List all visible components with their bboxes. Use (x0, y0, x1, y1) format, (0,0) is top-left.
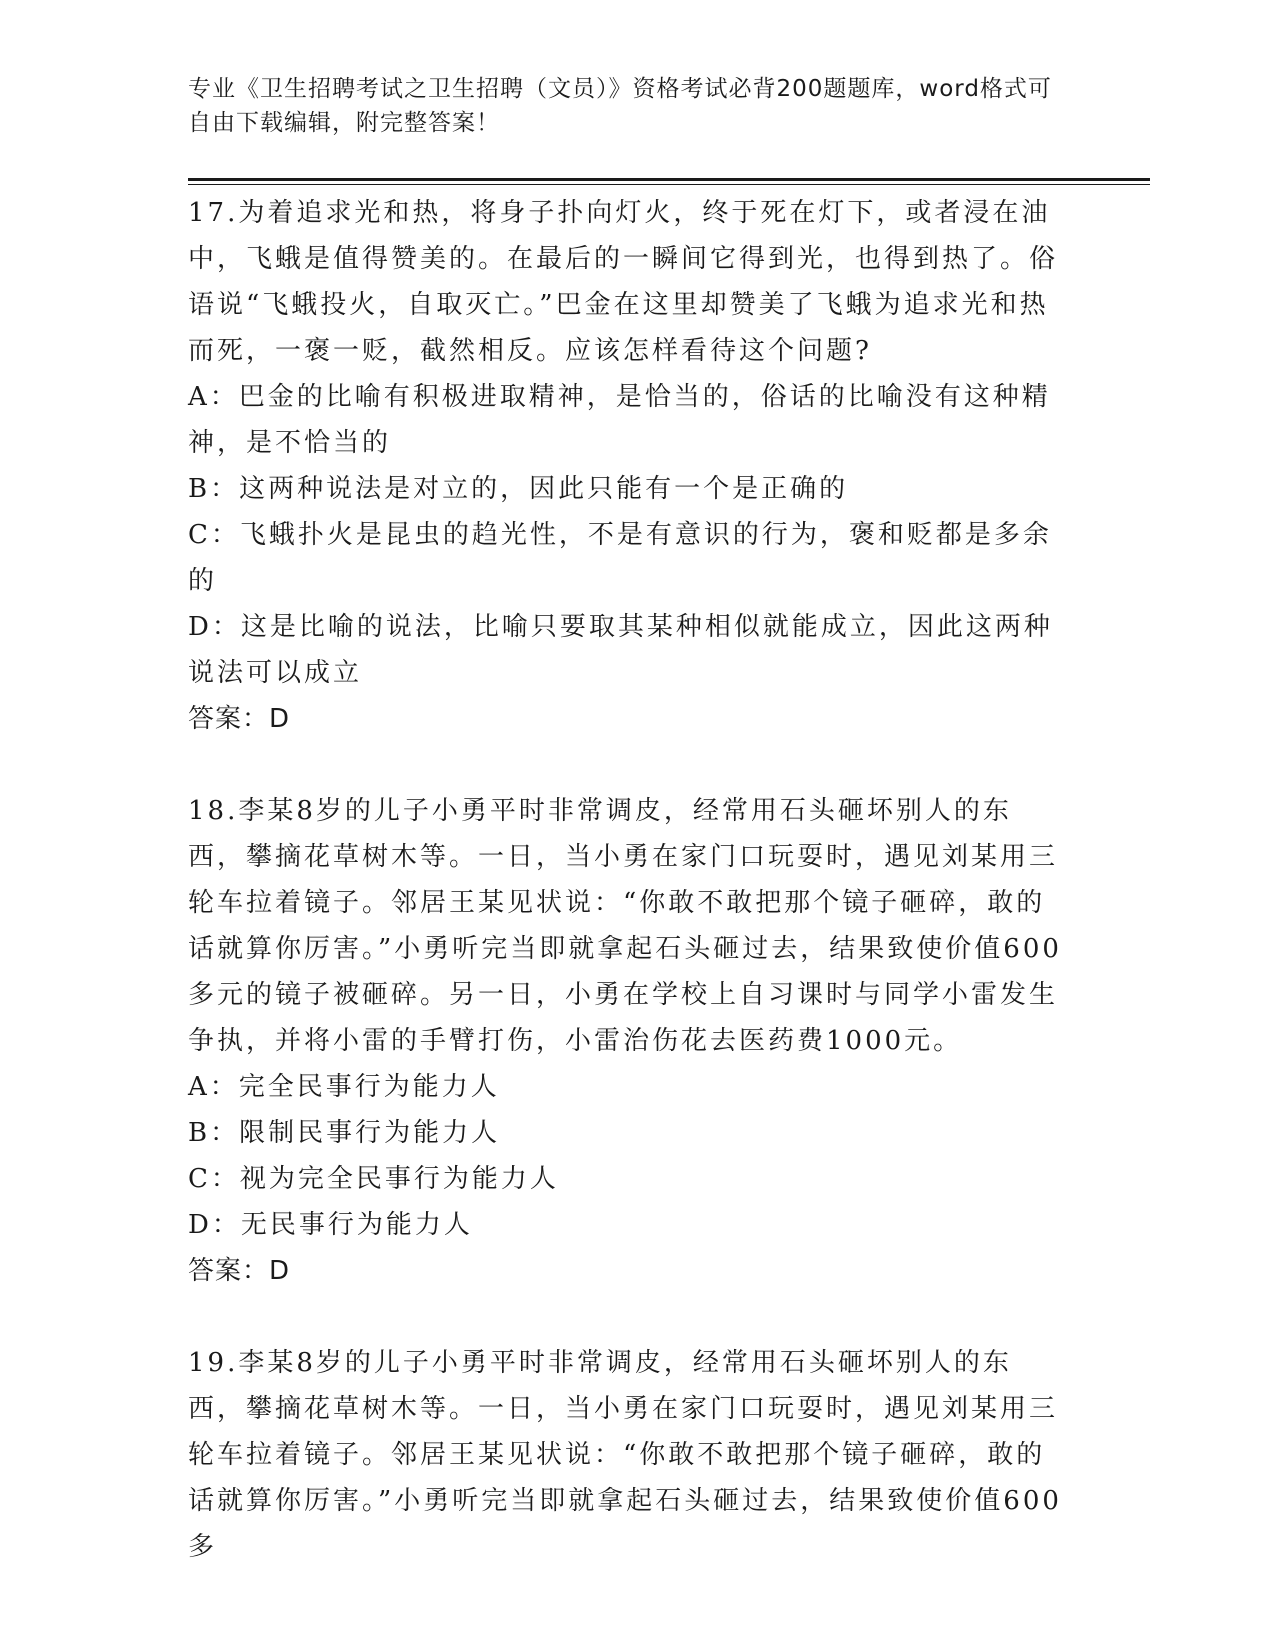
question-stem: 19.李某8岁的儿子小勇平时非常调皮，经常用石头砸坏别人的东西，攀摘花草树木等。一日，当小勇在家门口玩耍时，遇见刘某用三轮车拉着镜子。邻居王某见状说：“你敢不敢把那个镜子砸碎，敢的话就算你厉害。”小勇听完当即就拿起石头砸过去，结果致使价值600多 (188, 1348, 1062, 1562)
header-rule-thin (188, 184, 1150, 185)
option-c: C：飞蛾扑火是昆虫的趋光性，不是有意识的行为，褒和贬都是多余的 (188, 520, 1052, 596)
question-stem: 17.为着追求光和热，将身子扑向灯火，终于死在灯下，或者浸在油中，飞蛾是值得赞美的。在最后的一瞬间它得到光，也得到热了。俗语说“飞蛾投火，自取灭亡。”巴金在这里却赞美了飞蛾为追求光和热而死，一褒一贬，截然相反。应该怎样看待这个问题? (188, 198, 1059, 366)
option-b: B：限制民事行为能力人 (188, 1118, 501, 1148)
option-a: A：完全民事行为能力人 (188, 1072, 500, 1102)
question-19 (188, 1340, 1068, 1570)
option-b: B：这两种说法是对立的，因此只能有一个是正确的 (188, 474, 849, 504)
question-list (188, 190, 1068, 1616)
document-header: 专业《卫生招聘考试之卫生招聘（文员）》资格考试必背200题题库，word格式可自由下载编辑，附完整答案！ (188, 76, 1052, 136)
question-18 (188, 788, 1068, 1294)
answer: 答案：D (188, 704, 291, 734)
option-d: D：这是比喻的说法，比喻只要取其某种相似就能成立，因此这两种说法可以成立 (188, 612, 1053, 688)
question-stem: 18.李某8岁的儿子小勇平时非常调皮，经常用石头砸坏别人的东西，攀摘花草树木等。一日，当小勇在家门口玩耍时，遇见刘某用三轮车拉着镜子。邻居王某见状说：“你敢不敢把那个镜子砸碎，敢的话就算你厉害。”小勇听完当即就拿起石头砸过去，结果致使价值600多元的镜子被砸碎。另一日，小勇在学校上自习课时与同学小雷发生争执，并将小雷的手臂打伤，小雷治伤花去医药费1000元。 (188, 796, 1062, 1056)
option-a: A：巴金的比喻有积极进取精神，是恰当的，俗话的比喻没有这种精神，是不恰当的 (188, 382, 1051, 458)
option-d: D：无民事行为能力人 (188, 1210, 473, 1240)
question-17 (188, 190, 1068, 742)
header-rule-thick (188, 178, 1150, 181)
option-c: C：视为完全民事行为能力人 (188, 1164, 559, 1194)
answer: 答案：D (188, 1256, 291, 1286)
